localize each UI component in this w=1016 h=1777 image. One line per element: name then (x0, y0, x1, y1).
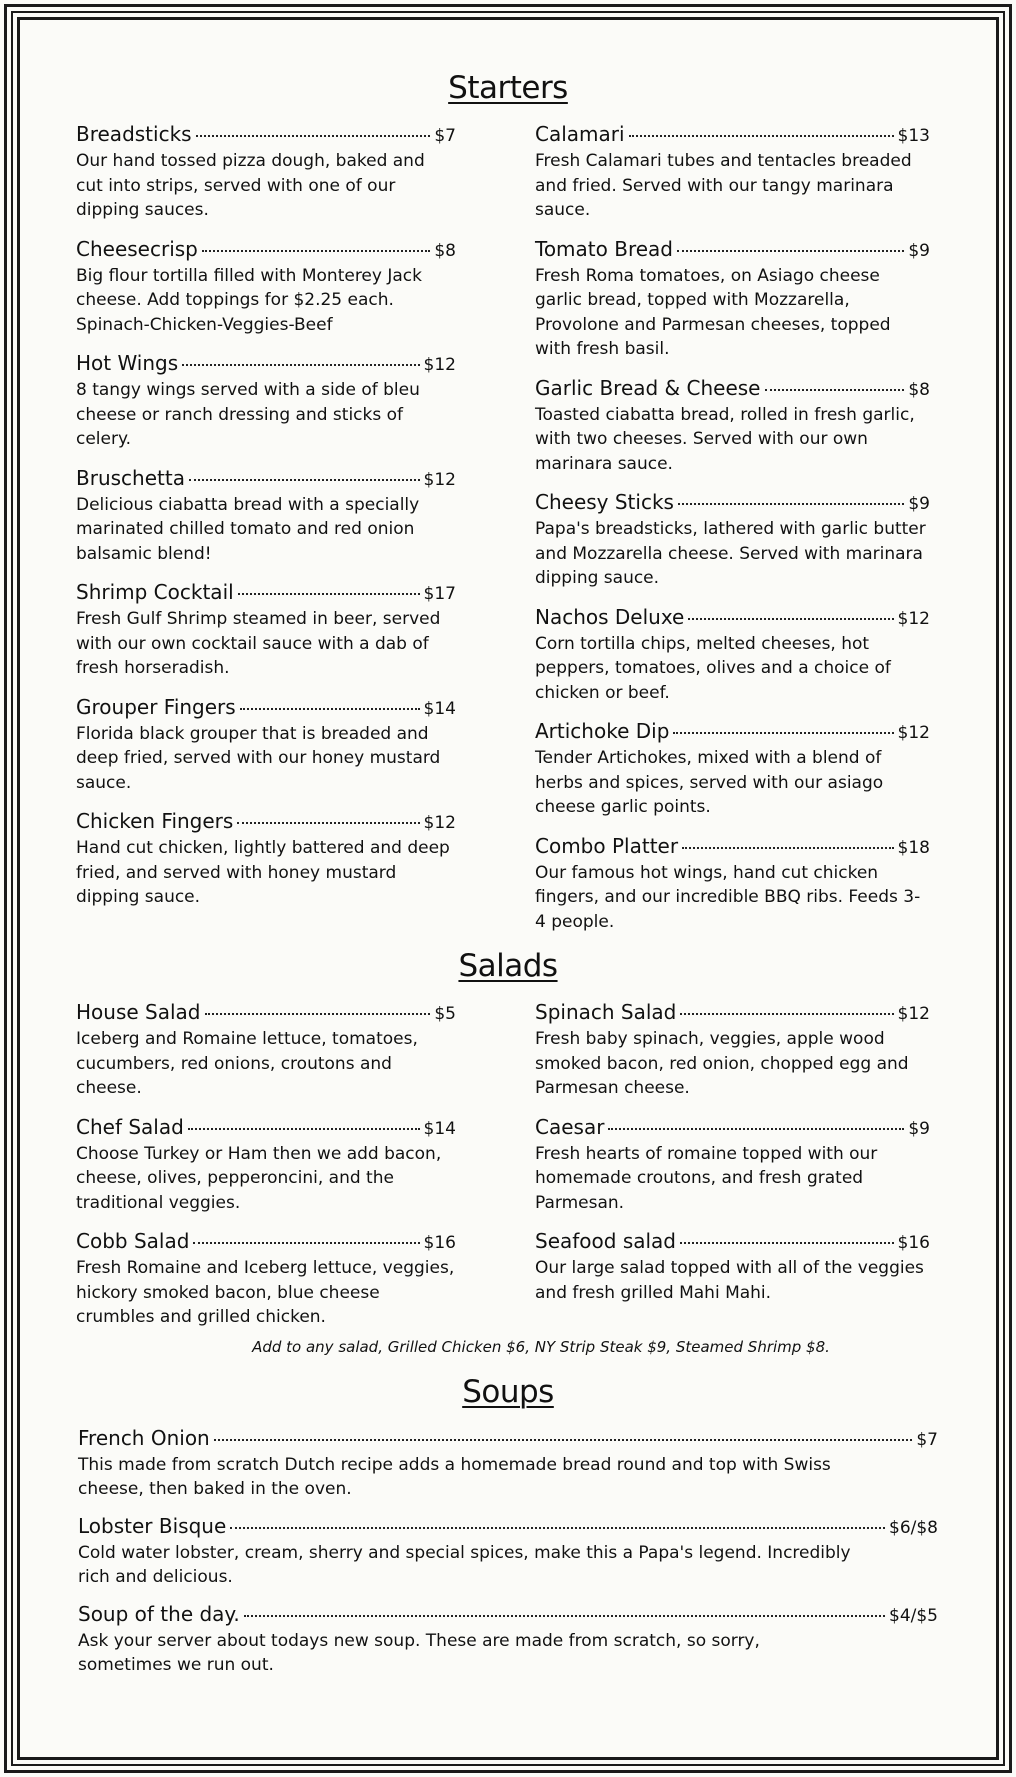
item-name: Chicken Fingers (76, 809, 234, 833)
menu-item (76, 580, 456, 681)
item-description: Delicious ciabatta bread with a specially marinated chilled tomato and red onion balsamic blend! (76, 494, 420, 564)
dot-leader (240, 708, 420, 710)
menu-item (535, 237, 930, 362)
item-price: $14 (423, 1118, 456, 1139)
salads-left-column (76, 1000, 456, 1344)
item-name: Cheesecrisp (76, 236, 198, 261)
item-price: $12 (423, 355, 456, 375)
item-name: Nachos Deluxe (535, 604, 685, 629)
menu-item (76, 122, 456, 223)
item-name: Seafood salad (535, 1229, 677, 1253)
item-description: 8 tangy wings served with a side of bleu cheese or ranch dressing and sticks of celery. (76, 380, 420, 449)
item-description: Papa's breadsticks, lathered with garlic butter and Mozzarella cheese. Served with marinara dipping sauce. (535, 519, 926, 588)
dot-leader (188, 1128, 420, 1130)
dot-leader (237, 822, 419, 824)
item-name: Lobster Bisque (78, 1513, 227, 1538)
dot-leader (193, 1242, 419, 1244)
item-name: Hot Wings (76, 351, 179, 375)
item-description: Fresh Roma tomatoes, on Asiago cheese garlic bread, topped with Mozzarella, Provolone and Parmesan cheeses, topped with fresh basil. (535, 265, 891, 359)
item-price: $7 (434, 126, 456, 146)
menu-item (535, 1115, 930, 1216)
item-price: $8 (434, 240, 456, 261)
item-name: Tomato Bread (535, 236, 673, 261)
dot-leader (677, 250, 904, 252)
dot-leader (680, 1242, 894, 1244)
item-price: $9 (908, 1118, 930, 1139)
menu-item (535, 834, 930, 935)
salads-heading: Salads (458, 948, 558, 984)
item-description: Our large salad topped with all of the veggies and fresh grilled Mahi Mahi. (535, 1258, 924, 1303)
menu-item (76, 237, 456, 338)
item-description: Big flour tortilla filled with Monterey Jack cheese. Add toppings for $2.25 each. Spinach-Chicken-Veggies-Beef (76, 265, 422, 335)
menu-item (535, 719, 930, 820)
item-price: $9 (908, 240, 930, 261)
item-price: $18 (897, 837, 930, 858)
item-description: Corn tortilla chips, melted cheeses, hot peppers, tomatoes, olives and a choice of chicken or beef. (535, 633, 891, 703)
dot-leader (608, 1128, 904, 1130)
item-description: Toasted ciabatta bread, rolled in fresh garlic, with two cheeses. Served with our own marinara sauce. (535, 404, 915, 474)
salads-right-column (535, 1000, 930, 1344)
item-price: $13 (897, 126, 930, 146)
item-description: This made from scratch Dutch recipe adds a homemade bread round and top with Swiss cheese, then baked in the oven. (78, 1454, 831, 1499)
menu-item (76, 1000, 456, 1101)
item-price: $14 (423, 698, 456, 719)
menu-item (535, 490, 930, 591)
item-price: $16 (423, 1233, 456, 1253)
starters-left-column (76, 122, 456, 948)
dot-leader (244, 1615, 885, 1617)
starters-grid (76, 122, 944, 948)
menu-item (535, 1229, 930, 1305)
item-description: Hand cut chicken, lightly battered and deep fried, and served with honey mustard dipping sauce. (76, 838, 450, 907)
dot-leader (680, 1013, 893, 1015)
item-description: Ask your server about todays new soup. These are made from scratch, so sorry, sometimes we run out. (78, 1630, 760, 1675)
menu-item (535, 1000, 930, 1101)
item-description: Iceberg and Romaine lettuce, tomatoes, cucumbers, red onions, croutons and cheese. (76, 1029, 418, 1098)
item-price: $17 (423, 584, 456, 604)
dot-leader (189, 479, 420, 481)
salad-addons-note: Add to any salad, Grilled Chicken $6, NY Strip Steak $9, Steamed Shrimp $8. (252, 1337, 830, 1356)
menu-item (76, 351, 456, 452)
menu-item (535, 376, 930, 477)
soups-heading: Soups (462, 1373, 554, 1410)
item-price: $12 (423, 813, 456, 833)
menu-item (78, 1426, 938, 1502)
item-price: $12 (897, 723, 930, 743)
menu-content (72, 70, 944, 1690)
item-description: Tender Artichokes, mixed with a blend of herbs and spices, served with our asiago cheese garlic points. (535, 748, 884, 817)
item-description: Our hand tossed pizza dough, baked and cut into strips, served with one of our dipping sauces. (76, 151, 425, 220)
dot-leader (678, 503, 904, 505)
item-name: Calamari (535, 122, 625, 146)
menu-item (76, 466, 456, 567)
dot-leader (182, 364, 419, 366)
menu-item (76, 1115, 456, 1216)
item-price: $12 (423, 469, 456, 490)
item-name: House Salad (76, 1000, 201, 1024)
item-name: Spinach Salad (535, 1000, 677, 1024)
item-price: $7 (916, 1429, 938, 1450)
item-price: $9 (908, 494, 930, 514)
item-price: $12 (897, 608, 930, 629)
dot-leader (682, 847, 893, 849)
item-name: Soup of the day. (78, 1601, 240, 1626)
item-name: Combo Platter (535, 833, 679, 858)
item-name: Cheesy Sticks (535, 490, 674, 514)
item-description: Fresh baby spinach, veggies, apple wood smoked bacon, red onion, chopped egg and Parmesan cheese. (535, 1029, 909, 1098)
item-name: Bruschetta (76, 465, 185, 490)
item-name: Chef Salad (76, 1114, 184, 1139)
item-name: Garlic Bread & Cheese (535, 375, 761, 400)
item-name: French Onion (78, 1425, 210, 1450)
salads-grid (76, 1000, 944, 1344)
dot-leader (765, 389, 905, 391)
soups-list (78, 1426, 938, 1678)
item-description: Cold water lobster, cream, sherry and special spices, make this a Papa's legend. Incredibly rich and delicious. (78, 1542, 851, 1587)
dot-leader (196, 135, 431, 137)
item-name: Artichoke Dip (535, 719, 670, 743)
menu-item (76, 809, 456, 910)
item-name: Cobb Salad (76, 1229, 190, 1253)
dot-leader (230, 1527, 885, 1529)
item-description: Florida black grouper that is breaded and deep fried, served with our honey mustard sauce. (76, 723, 441, 793)
dot-leader (629, 135, 894, 137)
menu-item (78, 1602, 938, 1678)
dot-leader (688, 618, 893, 620)
item-price: $4/$5 (889, 1605, 938, 1626)
menu-item (535, 605, 930, 706)
item-description: Our famous hot wings, hand cut chicken fingers, and our incredible BBQ ribs. Feeds 3-4 people. (535, 862, 921, 932)
menu-item (78, 1514, 938, 1590)
item-price: $16 (897, 1233, 930, 1253)
item-name: Caesar (535, 1114, 605, 1139)
item-description: Fresh Calamari tubes and tentacles breaded and fried. Served with our tangy marinara sauce. (535, 151, 912, 220)
dot-leader (205, 1013, 431, 1015)
menu-item (76, 695, 456, 796)
dot-leader (673, 732, 893, 734)
item-price: $8 (908, 379, 930, 400)
item-description: Fresh Romaine and Iceberg lettuce, veggies, hickory smoked bacon, blue cheese crumbles and grilled chicken. (76, 1258, 455, 1327)
starters-right-column (535, 122, 930, 948)
starters-heading: Starters (448, 70, 568, 106)
item-description: Fresh hearts of romaine topped with our homemade croutons, and fresh grated Parmesan. (535, 1143, 878, 1213)
menu-item (535, 122, 930, 223)
menu-item (76, 1229, 456, 1330)
item-price: $6/$8 (889, 1517, 938, 1538)
item-description: Fresh Gulf Shrimp steamed in beer, served with our own cocktail sauce with a dab of fresh horseradish. (76, 609, 441, 678)
dot-leader (238, 593, 420, 595)
item-description: Choose Turkey or Ham then we add bacon, cheese, olives, pepperoncini, and the traditional veggies. (76, 1143, 442, 1213)
item-name: Shrimp Cocktail (76, 580, 234, 604)
item-price: $5 (434, 1004, 456, 1024)
dot-leader (214, 1439, 913, 1441)
item-price: $12 (897, 1004, 930, 1024)
dot-leader (202, 250, 430, 252)
item-name: Grouper Fingers (76, 694, 236, 719)
item-name: Breadsticks (76, 122, 192, 146)
